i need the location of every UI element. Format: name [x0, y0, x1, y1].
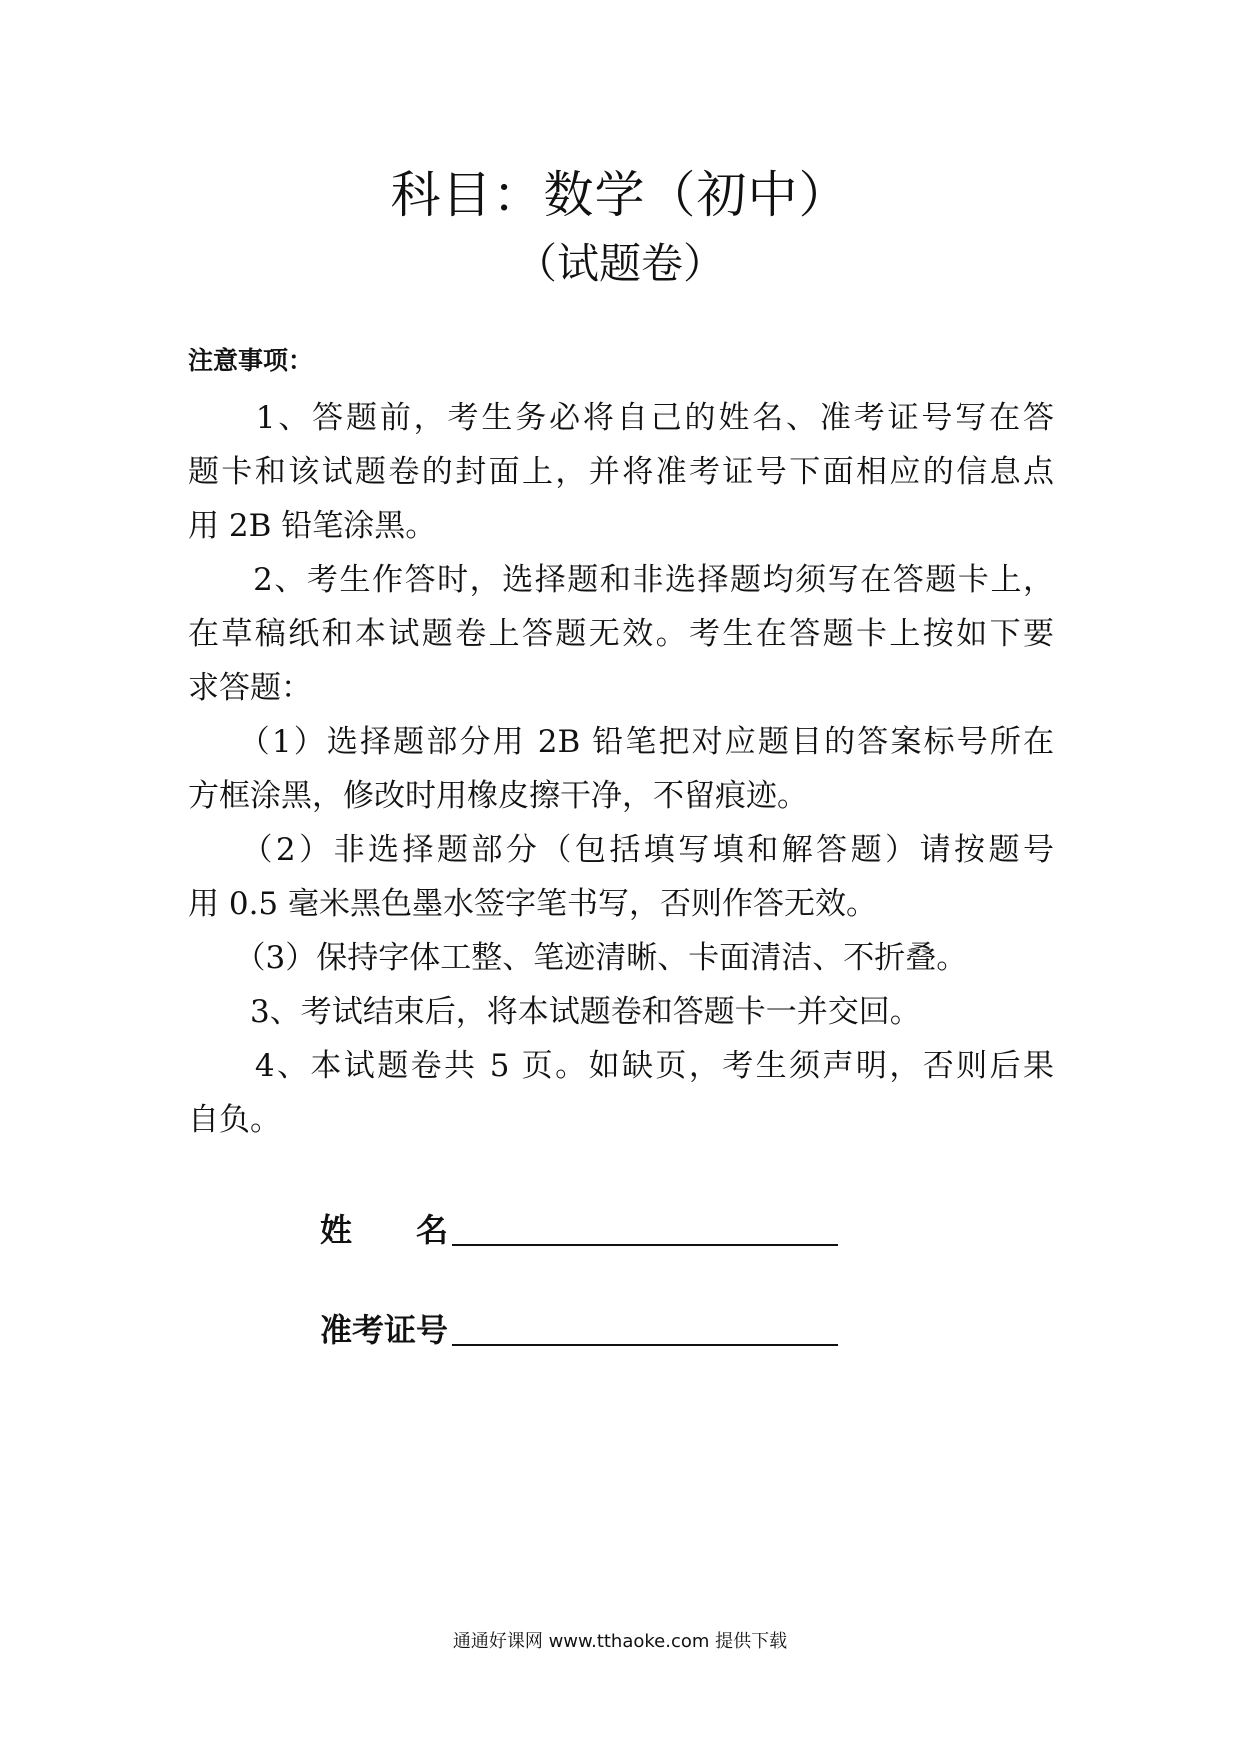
notice-line: （2）非选择题部分（包括填写填和解答题）请按题号 [188, 832, 1054, 868]
page-title: 科目：数学（初中） [390, 166, 850, 224]
notice-line: 在草稿纸和本试题卷上答题无效。考生在答题卡上按如下要 [188, 616, 1054, 652]
notice-line: 4、本试题卷共 5 页。如缺页，考生须声明，否则后果 [188, 1048, 1054, 1084]
notice-line: 题卡和该试题卷的封面上，并将准考证号下面相应的信息点 [188, 454, 1054, 490]
notice-line: 方框涂黑，修改时用橡皮擦干净，不留痕迹。 [188, 778, 808, 814]
exam-id-field [320, 1310, 838, 1350]
page-subtitle: （试题卷） [514, 239, 725, 288]
footer-text: 通通好课网 www.tthaoke.com 提供下载 [452, 1631, 788, 1652]
name-underline[interactable] [452, 1244, 838, 1246]
notice-line: 3、考试结束后，将本试题卷和答题卡一并交回。 [188, 994, 921, 1030]
notice-line: 求答题： [188, 670, 312, 706]
notice-line: 2、考生作答时，选择题和非选择题均须写在答题卡上， [188, 562, 1054, 598]
name-field [320, 1210, 838, 1250]
notice-heading: 注意事项： [188, 346, 314, 375]
name-label: 姓 名 [320, 1211, 449, 1249]
exam-id-label: 准考证号 [320, 1311, 449, 1349]
notice-line: （1）选择题部分用 2B 铅笔把对应题目的答案标号所在 [188, 724, 1054, 760]
exam-id-underline[interactable] [452, 1344, 838, 1346]
notice-line: 1、答题前，考生务必将自己的姓名、准考证号写在答 [188, 400, 1054, 436]
notice-line: 自负。 [188, 1102, 281, 1138]
notice-line: 用 0.5 毫米黑色墨水签字笔书写，否则作答无效。 [188, 886, 878, 922]
notice-line: 用 2B 铅笔涂黑。 [188, 508, 437, 544]
notice-line: （3）保持字体工整、笔迹清晰、卡面清洁、不折叠。 [188, 940, 968, 976]
